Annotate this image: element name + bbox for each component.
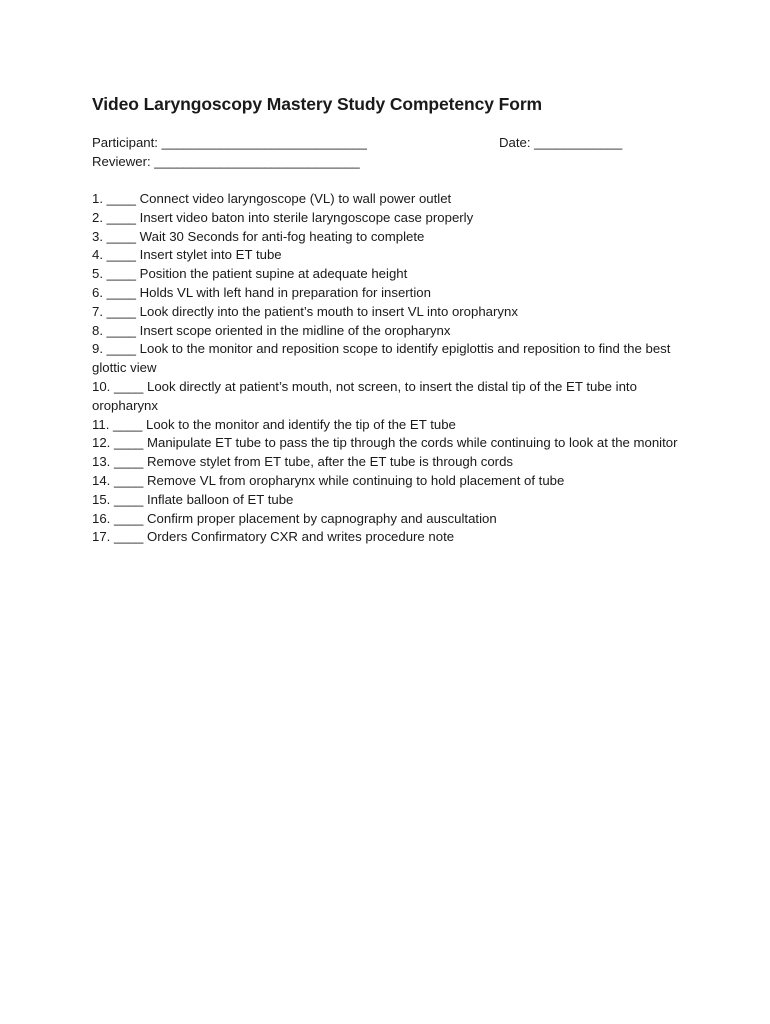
reviewer-field: Reviewer: ____________________________ [92,154,360,169]
form-header-fields [92,133,682,171]
date-field: Date: ____________ [499,135,623,150]
competency-checklist [92,190,682,547]
participant-field: Participant: ____________________________ [92,135,367,150]
checklist-item: 11. ____ Look to the monitor and identify the tip of the ET tube [92,416,456,432]
checklist-item: 15. ____ Inflate balloon of ET tube [92,491,294,507]
checklist-item: 1. ____ Connect video laryngoscope (VL) to wall power outlet [92,191,452,206]
checklist-item: 12. ____ Manipulate ET tube to pass the tip through the cords while continuing to look at the monitor [92,435,678,451]
checklist-item: 17. ____ Orders Confirmatory CXR and writes procedure note [92,529,455,545]
checklist-item: 7. ____ Look directly into the patient’s mouth to insert VL into oropharynx [92,303,518,319]
checklist-item: 6. ____ Holds VL with left hand in preparation for insertion [92,284,431,300]
checklist-item: 9. ____ Look to the monitor and reposition scope to identify epiglottis and reposition to find the best glottic view [92,341,671,376]
form-title: Video Laryngoscopy Mastery Study Competency Form [92,94,542,114]
document-page [92,92,682,560]
checklist-item: 10. ____ Look directly at patient’s mouth, not screen, to insert the distal tip of the ET tube into oropharynx [92,378,637,413]
checklist-item: 3. ____ Wait 30 Seconds for anti-fog heating to complete [92,228,425,244]
reviewer-row [92,152,682,171]
checklist-item: 14. ____ Remove VL from oropharynx while continuing to hold placement of tube [92,472,565,488]
checklist-item: 13. ____ Remove stylet from ET tube, after the ET tube is through cords [92,454,514,470]
participant-row [92,133,682,152]
checklist-item: 5. ____ Position the patient supine at adequate height [92,266,408,282]
checklist-item: 8. ____ Insert scope oriented in the midline of the oropharynx [92,322,451,338]
checklist-item: 4. ____ Insert stylet into ET tube [92,247,282,263]
checklist-item: 2. ____ Insert video baton into sterile laryngoscope case properly [92,209,474,225]
checklist-item: 16. ____ Confirm proper placement by capnography and auscultation [92,510,497,526]
